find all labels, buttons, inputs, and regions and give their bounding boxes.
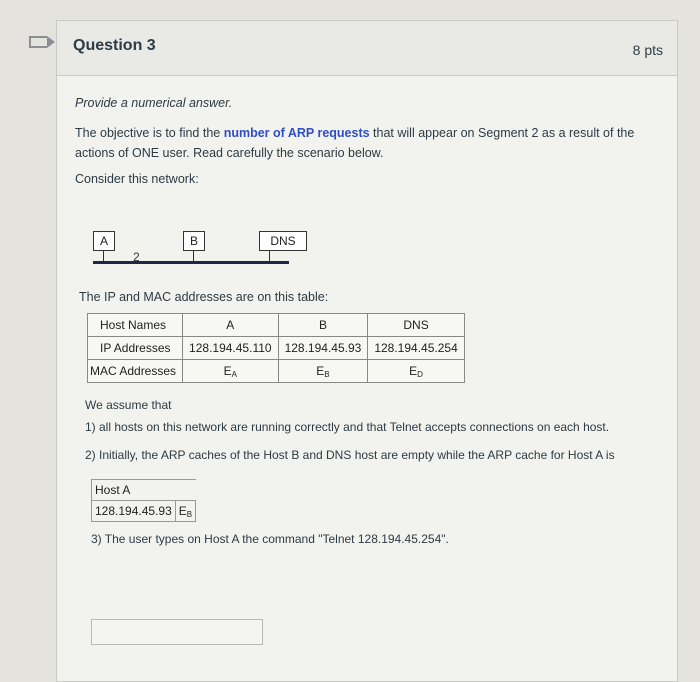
table-row: [88, 314, 465, 337]
objective-text: [75, 123, 665, 163]
assumption-1: 1) all hosts on this network are running correctly and that Telnet accepts connections on each host.: [85, 420, 610, 434]
segment-bus: [93, 261, 289, 264]
table-row: [92, 501, 196, 522]
objective-pre: The objective is to find the: [75, 126, 224, 140]
cell-host-b: B: [278, 314, 368, 337]
host-a-arp-table: [91, 479, 196, 522]
table-intro: The IP and MAC addresses are on this table:: [79, 290, 329, 304]
host-a-ip: 128.194.45.93: [92, 501, 176, 522]
question-header: [57, 21, 677, 76]
objective-line2: actions of ONE user. Read carefully the scenario below.: [75, 146, 384, 160]
cell-mac-dns: $E_D$: [368, 360, 464, 383]
host-a-header: Host A: [92, 480, 196, 501]
row-label: IP Addresses: [88, 337, 183, 360]
assumption-3: 3) The user types on Host A the command "Telnet 128.194.45.254".: [91, 532, 449, 546]
address-table: [87, 313, 465, 383]
cell-ip-dns: 128.194.45.254: [368, 337, 464, 360]
cell-ip-b: 128.194.45.93: [278, 337, 368, 360]
objective-post: that will appear on Segment 2 as a result of the: [369, 126, 635, 140]
host-a-mac: $E_B$: [175, 501, 195, 522]
segment-label: 2: [133, 250, 140, 264]
question-title: Question 3: [73, 37, 156, 54]
question-card: [56, 20, 678, 682]
host-dns-link: [269, 250, 270, 261]
cell-mac-b: $E_B$: [278, 360, 368, 383]
answer-input[interactable]: [91, 619, 263, 645]
host-a-box: A: [93, 231, 115, 251]
cell-host-dns: DNS: [368, 314, 464, 337]
table-row: [88, 337, 465, 360]
host-b-box: B: [183, 231, 205, 251]
cell-ip-a: 128.194.45.110: [183, 337, 279, 360]
consider-text: Consider this network:: [75, 172, 199, 186]
host-dns-box: DNS: [259, 231, 307, 251]
row-label: MAC Addresses: [88, 360, 183, 383]
assumption-intro: We assume that: [85, 398, 172, 412]
assumption-2: 2) Initially, the ARP caches of the Host B and DNS host are empty while the ARP cache for Host A is: [85, 448, 615, 462]
row-label: Host Names: [88, 314, 183, 337]
table-row: [88, 360, 465, 383]
host-a-link: [103, 250, 104, 261]
instruction-text: Provide a numerical answer.: [75, 96, 233, 110]
cell-host-a: A: [183, 314, 279, 337]
host-b-link: [193, 250, 194, 261]
table-row: [92, 480, 196, 501]
objective-link: number of ARP requests: [223, 126, 370, 140]
flag-icon[interactable]: [29, 36, 47, 48]
question-points: 8 pts: [632, 42, 663, 58]
cell-mac-a: $E_A$: [183, 360, 279, 383]
